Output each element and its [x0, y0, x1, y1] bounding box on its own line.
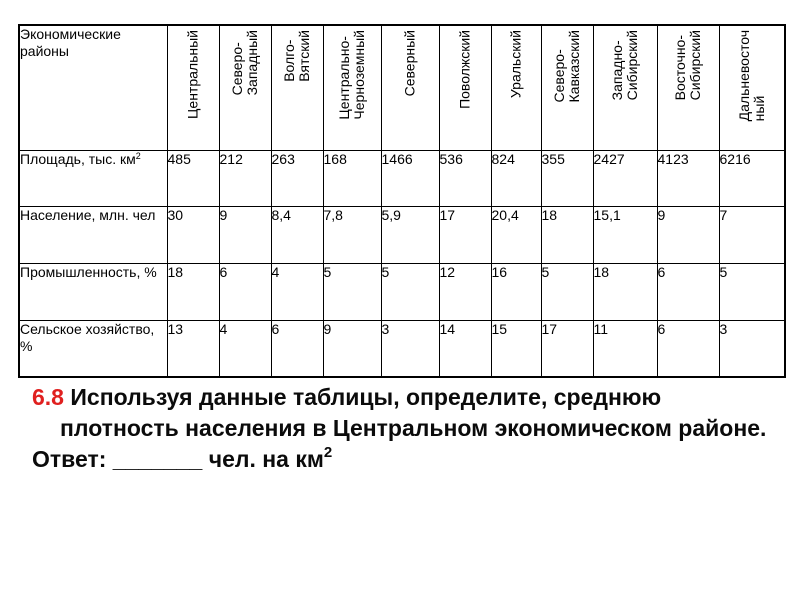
table-cell: 824: [491, 150, 541, 206]
corner-header: Экономические районы: [19, 25, 167, 150]
column-header: [657, 25, 719, 150]
row-label: [19, 206, 167, 263]
table-cell: 6: [657, 263, 719, 320]
table-cell: 3: [381, 320, 439, 377]
table-cell: 536: [439, 150, 491, 206]
column-header-label: Уральский: [507, 30, 524, 99]
column-header-label: Поволжский: [456, 30, 473, 109]
table-cell: 6: [219, 263, 271, 320]
table-row: [19, 206, 785, 263]
table-cell: 18: [167, 263, 219, 320]
table-cell: 5,9: [381, 206, 439, 263]
table-cell: 6216: [719, 150, 785, 206]
table-cell: 3: [719, 320, 785, 377]
table-cell: 5: [719, 263, 785, 320]
table-cell: 17: [541, 320, 593, 377]
table-cell: 355: [541, 150, 593, 206]
column-header: [167, 25, 219, 150]
column-header: [219, 25, 271, 150]
table-cell: 263: [271, 150, 323, 206]
column-header-label: Восточно- Сибирский: [672, 30, 703, 101]
task-question: [32, 382, 772, 444]
table-cell: 6: [271, 320, 323, 377]
row-label-text: Промышленность, %: [20, 263, 157, 280]
row-label: [19, 320, 167, 377]
column-header: [719, 25, 785, 150]
table-cell: 9: [657, 206, 719, 263]
table-row: [19, 320, 785, 377]
row-label-text: Площадь, тыс. км: [20, 150, 136, 167]
row-label-text: Сельское хозяйство, %: [20, 320, 155, 354]
task-number: 6.8: [32, 384, 64, 410]
column-header-label: Северо- Западный: [229, 30, 260, 96]
table-cell: 5: [381, 263, 439, 320]
table-cell: 8,4: [271, 206, 323, 263]
column-header: [439, 25, 491, 150]
table-cell: 12: [439, 263, 491, 320]
answer-text: Ответ: _______ чел. на км: [32, 446, 324, 472]
table-cell: 30: [167, 206, 219, 263]
column-header-label: Центральный: [184, 30, 201, 119]
column-header: [541, 25, 593, 150]
column-header: [381, 25, 439, 150]
column-header-label: Дальневосточ ный: [735, 30, 767, 122]
table-cell: 1466: [381, 150, 439, 206]
table-cell: 13: [167, 320, 219, 377]
table-cell: 16: [491, 263, 541, 320]
answer-line: [32, 444, 772, 475]
table-cell: 15: [491, 320, 541, 377]
column-header: [271, 25, 323, 150]
answer-sup: 2: [323, 444, 333, 461]
table-cell: 20,4: [491, 206, 541, 263]
task-text: Используя данные таблицы, определите, среднюю плотность населения в Центральном экономическом районе.: [60, 384, 767, 441]
table-row: [19, 150, 785, 206]
table-cell: 9: [323, 320, 381, 377]
table-cell: 4: [271, 263, 323, 320]
column-header-label: Центрально- Черноземный: [336, 30, 367, 120]
table-cell: 2427: [593, 150, 657, 206]
table-cell: 4: [219, 320, 271, 377]
table-cell: 18: [541, 206, 593, 263]
table-cell: 9: [219, 206, 271, 263]
table-cell: 7,8: [323, 206, 381, 263]
table-cell: 11: [593, 320, 657, 377]
table-cell: 5: [541, 263, 593, 320]
column-header: [323, 25, 381, 150]
column-header-label: Северный: [401, 30, 418, 97]
column-header-label: Западно- Сибирский: [609, 30, 640, 101]
regions-table: [18, 24, 786, 378]
table-cell: 5: [323, 263, 381, 320]
table-cell: 168: [323, 150, 381, 206]
table-row: [19, 263, 785, 320]
column-header: [491, 25, 541, 150]
table-cell: 14: [439, 320, 491, 377]
column-header: [593, 25, 657, 150]
table-cell: 15,1: [593, 206, 657, 263]
table-cell: 212: [219, 150, 271, 206]
table-cell: 7: [719, 206, 785, 263]
header-row: [19, 25, 785, 150]
row-label-sup: 2: [135, 150, 141, 161]
table-cell: 17: [439, 206, 491, 263]
column-header-label: Волго- Вятский: [281, 30, 312, 82]
row-label-text: Население, млн. чел: [20, 206, 156, 223]
row-label: [19, 263, 167, 320]
task-block: [32, 382, 772, 475]
table-cell: 6: [657, 320, 719, 377]
table-cell: 485: [167, 150, 219, 206]
row-label: [19, 150, 167, 206]
table-cell: 18: [593, 263, 657, 320]
table-cell: 4123: [657, 150, 719, 206]
column-header-label: Северо- Кавказский: [551, 30, 582, 103]
